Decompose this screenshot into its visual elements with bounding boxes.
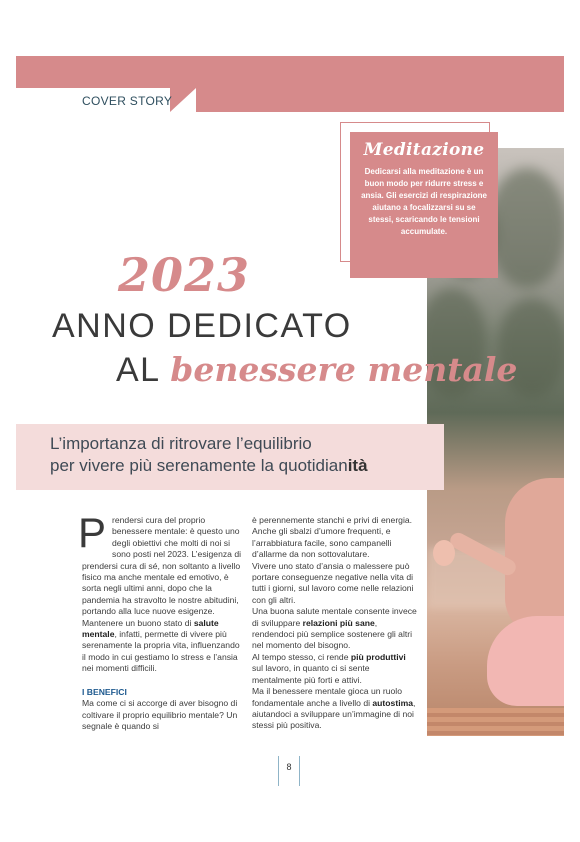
section-tab-slant [170, 88, 196, 112]
subheadline [50, 433, 368, 477]
column2-paragraph-4: Al tempo stesso, ci rende più produttivi sul lavoro, in quanto ci si sente mentalmente più forti e attivi. [252, 651, 406, 685]
subheadline-line1: L’importanza di ritrovare l’equilibrio [50, 434, 312, 453]
page-number: 8 [286, 762, 292, 772]
subheadline-line2: per vivere più serenamente la quotidianità [50, 456, 368, 475]
headline-line1: ANNO DEDICATO [52, 307, 352, 345]
column2-paragraph-3: Una buona salute mentale consente invece di sviluppare relazioni più sane, rendendoci più semplice sostenere gli altri nel momento del bisogno. [252, 606, 417, 651]
benefici-paragraph: Ma come ci si accorge di aver bisogno di coltivare il proprio equilibrio mentale? Un segnale è quando si [82, 698, 238, 731]
headline-line2 [116, 350, 517, 390]
sidebar-text: Dedicarsi alla meditazione è un buon modo per ridurre stress e ansia. Gli esercizi di respirazione aiutano a focalizzarsi su se stessi, scaricando le tensioni accumulate. [361, 167, 487, 236]
article-column-2 [252, 515, 418, 732]
wooden-deck [427, 708, 564, 736]
page-number-rule-right [299, 756, 300, 786]
intro-paragraph: Prendersi cura del proprio benessere mentale: è questo uno degli obiettivi che molti di noi si sono posti nel 2023. L’esigenza di prendersi cura di sé, non soltanto a livello fisico ma anche mentale ed emotivo, è sorta negli ultimi anni, dopo che la pandemia ha stravolto le nostre abitudini, portando alla luce nuove esigenze. Mantenere un buono stato di salute mentale, infatti, permette di vivere più serenamente la propria vita, influenzando il modo in cui gestiamo lo stress e l’ansia nei momenti difficili. [78, 509, 242, 674]
person-legs [487, 616, 564, 706]
column2-paragraph-2: Vivere uno stato d’ansia o malessere può portare conseguenze negative nella vita di tutti i giorni, sul lavoro come nelle relazioni con gli altri. [252, 560, 414, 605]
header-band [16, 56, 564, 88]
headline-script: benessere mentale [170, 350, 518, 389]
section-label: COVER STORY [82, 94, 173, 108]
header-band-lower [196, 88, 564, 112]
person-hand [433, 540, 455, 566]
benefici-heading: I BENEFICI [82, 686, 127, 697]
column2-paragraph-5: Ma il benessere mentale gioca un ruolo fondamentale anche a livello di autostima, aiutandoci a sviluppare un’immagine di noi stessi più positiva. [252, 686, 416, 731]
person-torso [505, 478, 564, 638]
headline-year: 2023 [118, 248, 251, 302]
headline-prefix: AL [116, 351, 160, 389]
meditation-sidebar [350, 132, 498, 278]
column2-paragraph-1: è perennemente stanchi e privi di energia. Anche gli sbalzi d’umore frequenti, e l’arrabbiatura facile, sono campanelli d’allarme da non sottovalutare. [252, 515, 413, 560]
dropcap: P [78, 509, 107, 556]
article-column-1 [78, 509, 242, 732]
sidebar-title: Meditazione [363, 140, 485, 160]
